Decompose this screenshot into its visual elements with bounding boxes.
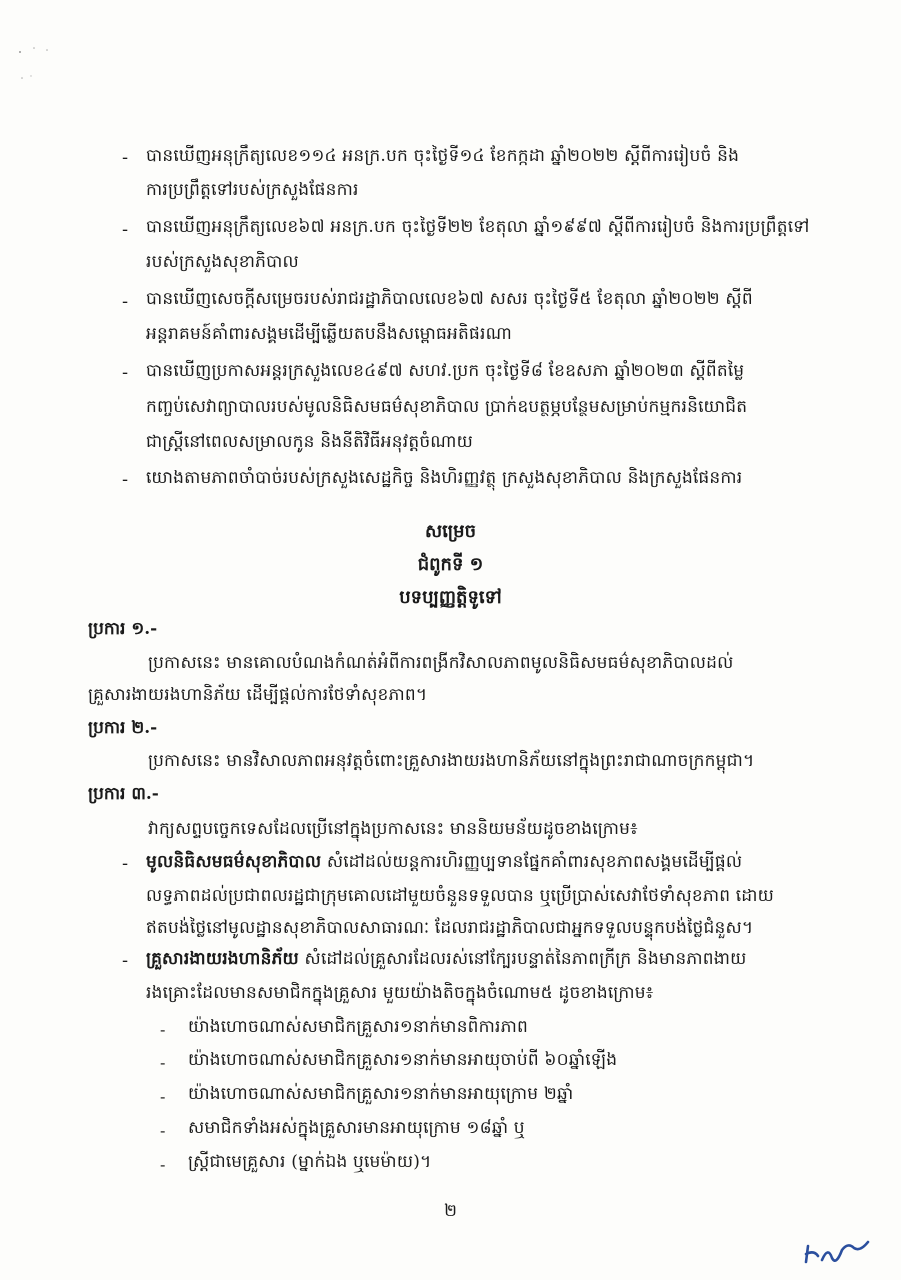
bullet-dash: - (160, 1155, 166, 1174)
intro-line: របស់ក្រសួងសុខាភិបាល (146, 252, 299, 272)
definition-line (146, 851, 742, 873)
intro-line: បានឃើញអនុក្រឹត្យលេខ១១៤ អនក្រ.បក ចុះថ្ងៃទី១៤ ខែកក្កដា ឆ្នាំ២០២២ ស្តីពីការរៀបចំ និង (146, 146, 740, 166)
chapter-title: បទប្បញ្ញត្តិទូទៅ (399, 587, 502, 608)
article-label: ប្រការ ៣.- (88, 784, 159, 804)
bullet-dash: - (122, 950, 129, 971)
intro-line: កញ្ចប់សេវាព្យាបាលរបស់មូលនិធិសមធម៌សុខាភិបាល ប្រាក់ឧបត្ថម្ភបន្ថែមសម្រាប់កម្មករនិយោជិត (146, 397, 748, 417)
article-text: វាក្យសព្ទបច្ចេកទេសដែលប្រើនៅក្នុងប្រកាសនេះ មាននិយមន័យដូចខាងក្រោម៖ (148, 819, 638, 839)
page-number: ២ (444, 1201, 457, 1221)
definition-term: មូលនិធិសមធម៌សុខាភិបាល (146, 852, 322, 872)
intro-line: យោងតាមភាពចាំបាច់របស់ក្រសួងសេដ្ឋកិច្ច និងហិរញ្ញវត្ថុ ក្រសួងសុខាភិបាល និងក្រសួងផែនការ (146, 468, 743, 488)
definition-line: រងគ្រោះដែលមានសមាជិកក្នុងគ្រួសារ មួយយ៉ាងតិចក្នុងចំណោម៥ ដូចខាងក្រោម៖ (146, 983, 654, 1003)
intro-line: បានឃើញសេចក្តីសម្រេចរបស់រាជរដ្ឋាភិបាលលេខ៦៧ សសរ ចុះថ្ងៃទី៥ ខែតុលា ឆ្នាំ២០២២ ស្តីពី (146, 289, 753, 309)
definition-line (146, 948, 746, 970)
scan-specks (14, 40, 64, 85)
article-text: ប្រកាសនេះ មានវិសាលភាពអនុវត្តចំពោះគ្រួសារងាយរងហានិភ័យនៅក្នុងព្រះរាជាណាចក្រកម្ពុជា។ (148, 751, 755, 771)
bullet-dash: - (122, 219, 129, 240)
definition-text: សំដៅដល់យន្តការហិរញ្ញប្បទានផ្នែកគាំពារសុខភាពសង្គមដើម្បីផ្តល់ (321, 852, 743, 872)
criteria-item: យ៉ាងហោចណាស់សមាជិកគ្រួសារ១នាក់មានអាយុចាប់ពី ៦០ឆ្នាំឡើង (188, 1050, 618, 1070)
decision-heading: សម្រេច (424, 521, 477, 542)
definition-line: ឥតបង់ថ្លៃនៅមូលដ្ឋានសុខាភិបាលសាធារណៈ ដែលរាជរដ្ឋាភិបាលជាអ្នកទទួលបន្ទុកបង់ថ្លៃជំនួស។ (146, 918, 754, 938)
bullet-dash: - (160, 1121, 166, 1140)
bullet-dash: - (160, 1053, 166, 1072)
definition-text: សំដៅដល់គ្រួសារដែលរស់នៅក្បែរបន្ទាត់នៃភាពក្រីក្រ និងមានភាពងាយ (298, 949, 747, 969)
article-text: ប្រកាសនេះ មានគោលបំណងកំណត់អំពីការពង្រីកវិសាលភាពមូលនិធិសមធម៌សុខាភិបាលដល់ (148, 653, 734, 673)
bullet-dash: - (122, 469, 129, 490)
bullet-dash: - (160, 1087, 166, 1106)
article-label: ប្រការ ១.- (88, 619, 158, 639)
intro-line: អន្តរាគមន៍គាំពារសង្គមដើម្បីឆ្លើយតបនឹងសម្ពោធអតិផរណា (146, 324, 512, 344)
intro-line: ការប្រព្រឹត្តទៅរបស់ក្រសួងផែនការ (146, 180, 359, 200)
article-text: គ្រួសារងាយរងហានិភ័យ ដើម្បីផ្តល់ការថែទាំសុខភាព។ (88, 685, 428, 705)
definition-term: គ្រួសារងាយរងហានិភ័យ (146, 949, 299, 969)
article-label: ប្រការ ២.- (88, 718, 158, 738)
criteria-item: ស្ត្រីជាមេគ្រួសារ (ម្នាក់ឯង ឬមេម៉ាយ)។ (188, 1152, 432, 1172)
intro-line: ជាស្ត្រីនៅពេលសម្រាលកូន និងនីតិវិធីអនុវត្តចំណាយ (146, 432, 474, 452)
intro-line: បានឃើញប្រកាសអន្តរក្រសួងលេខ៤៩៧ សហវ.ប្រក ចុះថ្ងៃទី៨ ខែឧសភា ឆ្នាំ២០២៣ ស្តីពីតម្លៃ (146, 361, 745, 381)
bullet-dash: - (122, 291, 129, 312)
bullet-dash: - (160, 1020, 166, 1039)
handwritten-initials-icon (802, 1236, 874, 1270)
chapter-heading: ជំពូកទី ១ (417, 554, 484, 575)
bullet-dash: - (122, 362, 129, 383)
bullet-dash: - (122, 147, 129, 168)
bullet-dash: - (122, 853, 129, 874)
definition-line: លទ្ធភាពដល់ប្រជាពលរដ្ឋជាក្រុមគោលដៅមួយចំនួនទទួលបាន ឬប្រើប្រាស់សេវាថែទាំសុខភាព ដោយ (146, 886, 774, 906)
criteria-item: យ៉ាងហោចណាស់សមាជិកគ្រួសារ១នាក់មានពិការភាព (188, 1017, 529, 1037)
criteria-item: សមាជិកទាំងអស់ក្នុងគ្រួសារមានអាយុក្រោម ១៨ឆ្នាំ ឬ (188, 1118, 525, 1138)
intro-line: បានឃើញអនុក្រឹត្យលេខ៦៧ អនក្រ.បក ចុះថ្ងៃទី២២ ខែតុលា ឆ្នាំ១៩៩៧ ស្តីពីការរៀបចំ និងការប្រព្រឹត្តទៅ (146, 217, 810, 237)
criteria-item: យ៉ាងហោចណាស់សមាជិកគ្រួសារ១នាក់មានអាយុក្រោម ២ឆ្នាំ (188, 1084, 574, 1104)
